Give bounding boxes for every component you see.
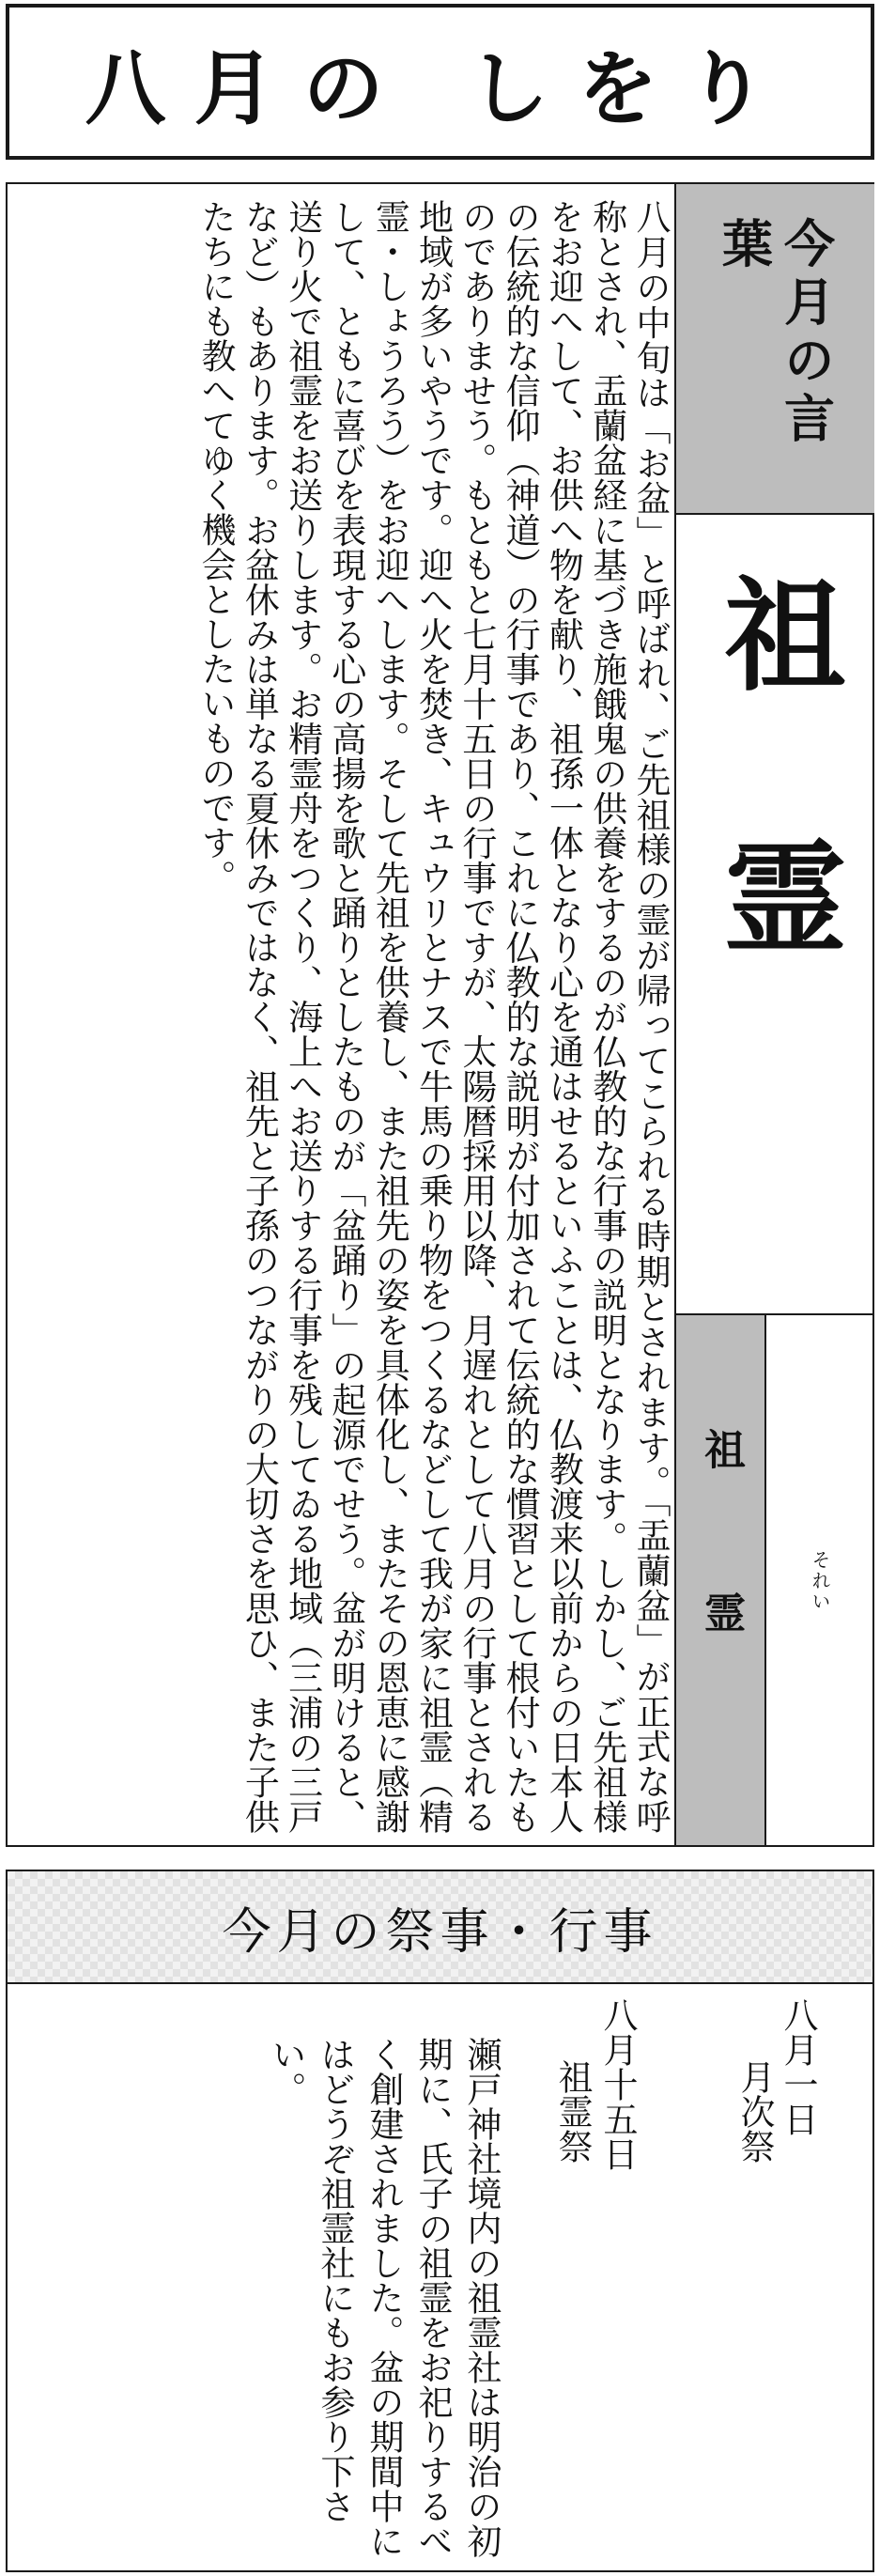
word-reading-section bbox=[676, 1315, 874, 1845]
article-body: 八月の中旬は「お盆」と呼ばれ、ご先祖様の霊が帰ってこられる時期とされます。「盂蘭盆」が正式な呼称とされ、盂蘭盆経に基づき施餓鬼の供養をするのが仏教的な行事の説明となります。しかし、ご先祖様をお迎へして、お供へ物を献り、祖孫一体となり心を通はせるといふことは、仏教渡来以前からの日本人の伝統的な信仰（神道）の行事であり、これに仏教的な説明が付加されて伝統的な慣習として根付いたものでありませう。もともと七月十五日の行事ですが、太陽暦採用以降、月遅れとして八月の行事とされる地域が多いやうです。迎へ火を焚き、キュウリとナスで牛馬の乗り物をつくるなどして我が家に祖霊（精霊・しょうろう）をお迎へします。そして先祖を供養し、また祖先の姿を具体化し、またその恩恵に感謝して、ともに喜びを表現する心の高揚を歌と踊りとしたものが「盆踊り」の起源でせう。盆が明けると、送り火で祖霊をお送りします。お精霊舟をつくり、海上へお送りする行事を残してゐる地域（三浦の三戸など）もあります。お盆休みは単なる夏休みではなく、祖先と子孫のつながりの大切さを思ひ、また子供たちにも教へてゆく機会としたいものです。 bbox=[195, 199, 671, 1834]
events-header bbox=[8, 1871, 872, 1984]
word-of-month-header bbox=[676, 184, 874, 515]
word-of-month-panel bbox=[674, 184, 874, 1845]
title-frame bbox=[6, 4, 874, 160]
event-name: 月次祭 bbox=[734, 2059, 775, 2164]
event-date: 八月一日 bbox=[778, 1997, 818, 2136]
event-date: 八月十五日 bbox=[597, 1997, 638, 2171]
events-frame bbox=[6, 1870, 874, 2572]
event-name: 祖霊祭 bbox=[552, 2059, 593, 2164]
events-title: 今月の祭事・行事 bbox=[222, 1903, 658, 1961]
word-reading: それい bbox=[809, 1550, 831, 1612]
event-description: 瀬戸神社境内の祖霊社は明治の初期に、氏子の祖霊をお祀りするべく創建されました。盆の期間中にはどうぞ祖霊社にもお参り下さい。 bbox=[266, 2037, 502, 2558]
word-small: 祖霊 bbox=[697, 1428, 745, 1755]
main-article-frame bbox=[6, 182, 874, 1847]
word-of-month-calligraphy: 祖霊 bbox=[703, 571, 848, 1097]
page-title: 八月の しをり bbox=[85, 41, 795, 136]
word-of-month-label: 今月の言葉 bbox=[714, 217, 837, 450]
word-small-cell bbox=[676, 1315, 766, 1845]
word-reading-cell bbox=[766, 1315, 874, 1845]
word-of-month-display bbox=[676, 515, 874, 1315]
events-list bbox=[8, 1984, 872, 2570]
